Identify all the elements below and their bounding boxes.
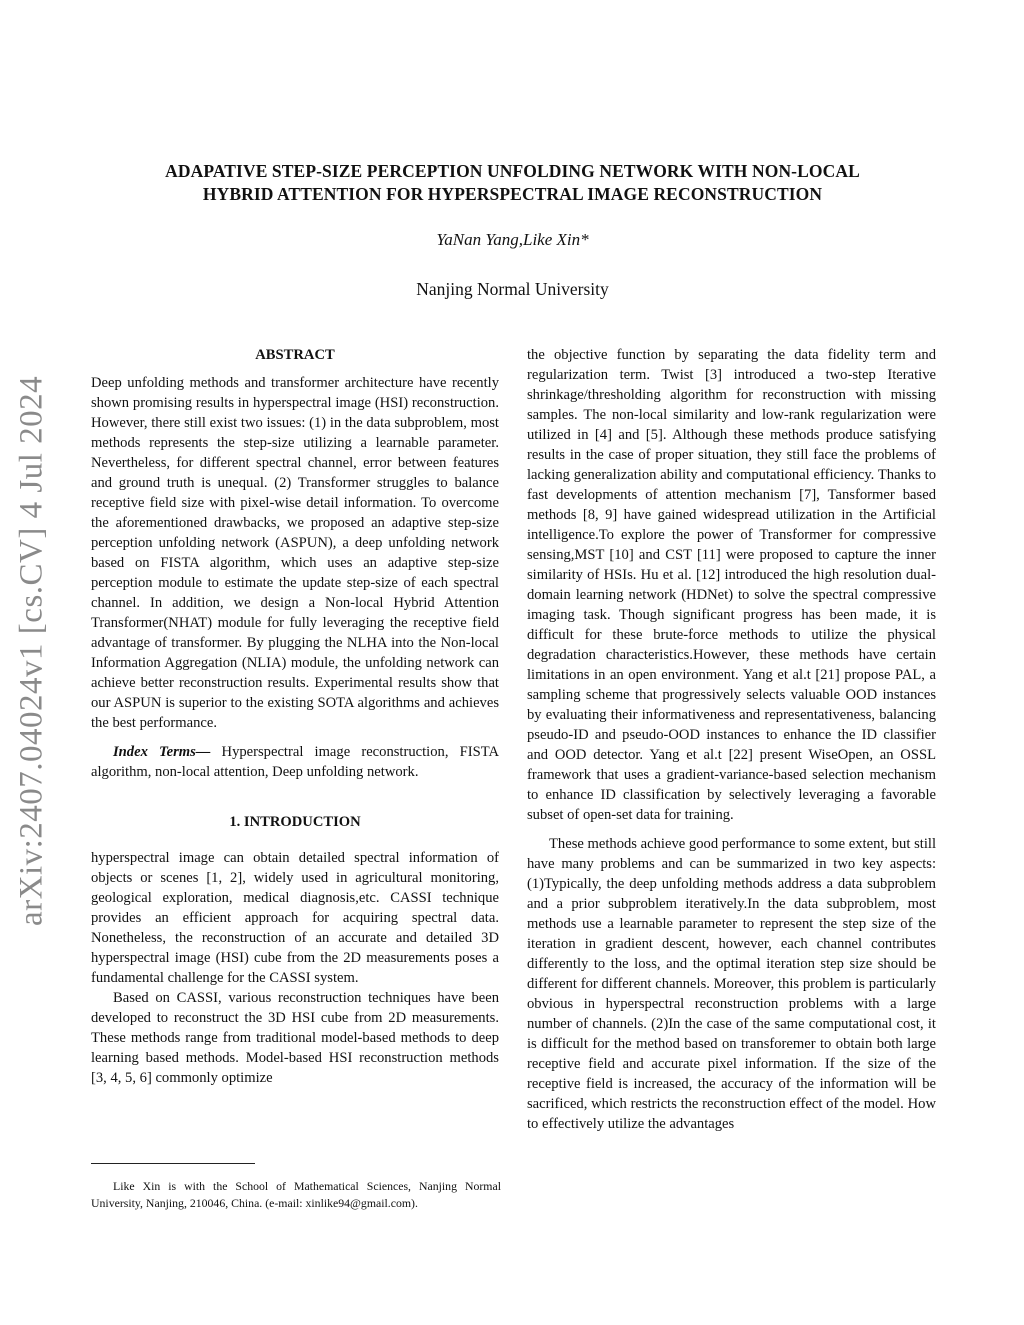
author-list: YaNan Yang,Like Xin* xyxy=(436,230,589,249)
right-column xyxy=(527,345,936,1134)
title-line-1: ADAPATIVE STEP-SIZE PERCEPTION UNFOLDING NETWORK WITH NON-LOCAL xyxy=(165,161,860,181)
footnote: Like Xin is with the School of Mathematical Sciences, Nanjing Normal University, Nanjing, 210046, China. (e-mail: xinlike94@gmail.com). xyxy=(91,1179,501,1210)
index-terms-text: Hyperspectral image reconstruction, FISTA algorithm, non-local attention, Deep unfolding network. xyxy=(91,744,499,780)
abstract-heading: ABSTRACT xyxy=(255,347,335,363)
abstract-text: Deep unfolding methods and transformer architecture have recently shown promising results in hyperspectral image (HSI) reconstruction. However, there still exist two issues: (1) in the data subproblem, most methods represents the step-size utilizing a learnable parameter. Nevertheless, for different spectral channel, error between features and ground truth is unequal. (2) Transformer struggles to balance receptive field size with pixel-wise detail information. To overcome the aforementioned drawbacks, we proposed an adaptive step-size perception unfolding network (ASPUN), a deep unfolding network based on FISTA algorithm, which uses an adaptive step-size perception module to estimate the update step-size of each spectral channel. In addition, we design a Non-local Hybrid Attention Transformer(NHAT) module for fully leveraging the receptive field advantage of transformer. By plugging the NLHA into the Non-local Information Aggregation (NLIA) module, the unfolding network can achieve better reconstruction results. Experimental results show that our ASPUN is superior to the existing SOTA algorithms and achieves the best performance. xyxy=(91,375,499,731)
index-terms-label: Index Terms— xyxy=(113,744,211,760)
right-paragraph-2: These methods achieve good performance to some extent, but still have many problems and can be summarized in two key aspects:(1)Typically, the deep unfolding methods address a data subproblem and a prior subproblem iteratively.In the data subproblem, most methods use a learnable parameter to represent the step size of the iteration in gradient descent, however, each channel contributes differently to the loss, and the optimal iteration step size should be different for different channels. Moreover, this problem is particularly obvious in hyperspectral reconstruction problems with a large number of channels. (2)In the case of the same computational cost, it is difficult for the method based on transforemer to obtain both large receptive field and accurate pixel information. If the size of the receptive field is increased, the accuracy of the information will be sacrificed, which restricts the reconstruction effect of the model. How to effectively utilize the advantages xyxy=(527,836,936,1132)
introduction-heading: 1. INTRODUCTION xyxy=(229,814,361,830)
intro-paragraph-2: Based on CASSI, various reconstruction techniques have been developed to reconstruct the 3D HSI cube from 2D measurements. These methods range from traditional model-based methods to deep learning based methods. Model-based HSI reconstruction methods [3, 4, 5, 6] commonly optimize xyxy=(91,990,499,1086)
intro-paragraph-1: hyperspectral image can obtain detailed spectral information of objects or scenes [1, 2], widely used in agricultural monitoring, geological exploration, medical diagnosis,etc. CASSI technique provides an efficient approach for acquiring spectral data. Nonetheless, the reconstruction of an accurate and detailed 3D hyperspectral image (HSI) cube from the 2D measurements poses a fundamental challenge for the CASSI system. xyxy=(91,850,499,986)
arxiv-identifier: arXiv:2407.04024v1 [cs.CV] 4 Jul 2024 xyxy=(13,375,50,927)
left-column xyxy=(91,345,499,1088)
title-line-2: HYBRID ATTENTION FOR HYPERSPECTRAL IMAGE RECONSTRUCTION xyxy=(202,184,823,204)
footnote-rule xyxy=(91,1163,255,1164)
paper-title xyxy=(90,160,935,206)
affiliation: Nanjing Normal University xyxy=(416,279,609,299)
right-paragraph-1: the objective function by separating the data fidelity term and regularization term. Twist [3] introduced a two-step Iterative shrinkage/thresholding algorithm for reconstruction with missing samples. The non-local similarity and low-rank regularization were utilized in [4] and [5]. Although these methods produce satisfying results in the case of proper situation, they still face the problems of lacking generalization ability and computational efficiency. Thanks to fast developments of attention mechanism [7], Tansformer based methods [8, 9] have gained widespread utilization in the Artificial intelligence.To explore the power of Transformer for compressive sensing,MST [10] and CST [11] were proposed to capture the inner similarity of HSIs. Hu et al. [12] introduced the high resolution dual-domain learning network (HDNet) to solve the spectral compressive imaging task. Though significant progress has been made, it is difficult for these brute-force methods to utilize the physical degradation characteristics.However, these methods have certain limitations in an open environment. Yang et al.t [21] propose PAL, a sampling scheme that progressively selects valuable OOD instances by evaluating their informativeness and representativeness, balancing pseudo-ID and pseudo-OOD instances to enhance the ID classifier and OOD detector. Yang et al.t [22] present WiseOpen, an OSSL framework that uses a gradient-variance-based selection mechanism to enhance ID classification by selectively leveraging a favorable subset of open-set data for training. xyxy=(527,347,936,823)
index-terms xyxy=(91,742,499,782)
